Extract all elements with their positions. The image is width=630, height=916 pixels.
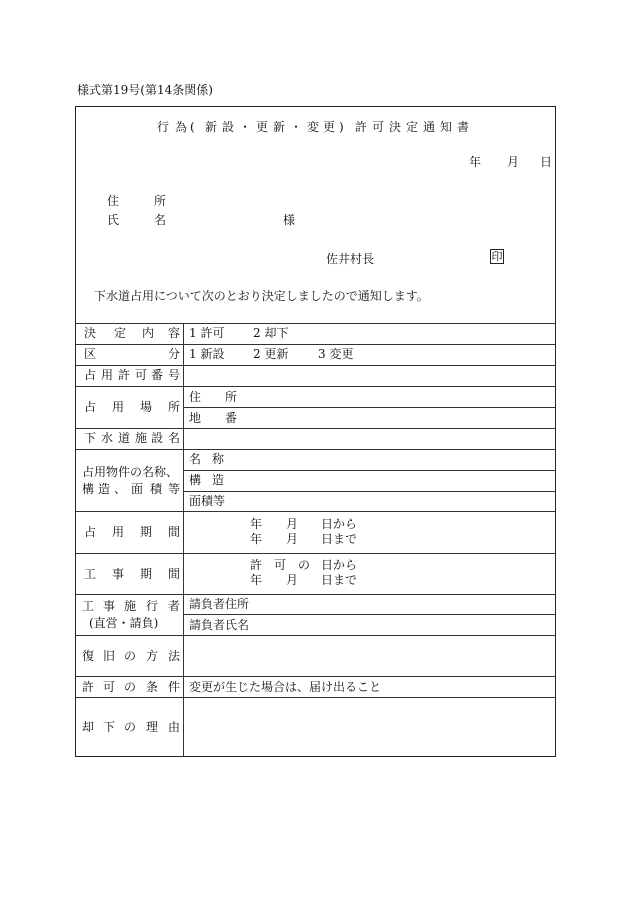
work-from-char: 許 bbox=[250, 558, 263, 572]
work-to-month: 月 bbox=[286, 573, 299, 587]
objects-name-label: 称 bbox=[212, 452, 225, 466]
row-label-char: 造 bbox=[98, 482, 111, 496]
category-option-renew: 2 更新 bbox=[253, 347, 289, 361]
work-to-day: 日まで bbox=[321, 573, 358, 587]
row-label-char: 理 bbox=[146, 720, 159, 734]
title-char: 新 bbox=[205, 120, 218, 134]
row-label-char: 可 bbox=[103, 680, 116, 694]
objects-structure-label: 造 bbox=[212, 473, 225, 487]
addressee-address-label: 所 bbox=[154, 194, 167, 208]
location-lot-label: 番 bbox=[225, 411, 238, 425]
row-label-char: 積 bbox=[150, 482, 163, 496]
row-label-char: 復 bbox=[82, 649, 95, 663]
work-from-day: 日から bbox=[321, 558, 358, 572]
row-label-char: 工 bbox=[82, 599, 95, 613]
row-label-char: 事 bbox=[103, 599, 116, 613]
location-address-label: 住 bbox=[189, 390, 202, 404]
occupancy-to-day: 日まで bbox=[321, 532, 358, 546]
issuer-name: 佐井村長 bbox=[326, 252, 375, 266]
occupancy-to-month: 月 bbox=[286, 532, 299, 546]
row-label-char: 期 bbox=[140, 525, 153, 539]
contractor-address-label: 請負者住所 bbox=[189, 597, 250, 611]
objects-label-line1: 占用物件の名称、 bbox=[82, 465, 179, 479]
decision-option-reject: 2 却下 bbox=[253, 326, 289, 340]
row-label-char: 者 bbox=[168, 599, 181, 613]
row-label-char: 構 bbox=[82, 482, 95, 496]
title-char: 設 bbox=[222, 120, 235, 134]
occupancy-from-day: 日から bbox=[321, 517, 358, 531]
row-label-char: 間 bbox=[168, 525, 181, 539]
location-lot-label: 地 bbox=[189, 411, 202, 425]
title-char: 更 bbox=[256, 120, 269, 134]
row-label-char: 道 bbox=[118, 431, 131, 445]
title-char: 行 bbox=[157, 120, 170, 134]
row-label-char: 用 bbox=[101, 368, 114, 382]
title-char: 新 bbox=[273, 120, 286, 134]
intro-text: 下水道占用について次のとおり決定しましたので通知します。 bbox=[94, 289, 429, 303]
title-char: 変 bbox=[307, 120, 320, 134]
title-char: ・ bbox=[290, 120, 303, 134]
row-label-char: 決 bbox=[84, 326, 97, 340]
row-label-char: 占 bbox=[84, 368, 97, 382]
conditions-value: 変更が生じた場合は、届け出ること bbox=[189, 680, 382, 694]
seal-mark: 印 bbox=[491, 250, 503, 263]
title-char: 更 bbox=[323, 120, 336, 134]
row-label-char: 等 bbox=[168, 482, 181, 496]
occupancy-from-month: 月 bbox=[286, 517, 299, 531]
row-label-char: の bbox=[124, 680, 137, 694]
objects-structure-label: 構 bbox=[189, 473, 202, 487]
work-from-char: の bbox=[298, 558, 311, 572]
addressee-address-label: 住 bbox=[107, 194, 120, 208]
row-label-char: 期 bbox=[140, 567, 153, 581]
row-label-char: 分 bbox=[168, 347, 181, 361]
row-label-char: 用 bbox=[112, 400, 125, 414]
contractor-type-note: (直営・請負) bbox=[89, 616, 159, 630]
row-label-char: 却 bbox=[82, 720, 95, 734]
row-label-char: 設 bbox=[151, 431, 164, 445]
row-label-char: 名 bbox=[168, 431, 181, 445]
row-label-char: 件 bbox=[168, 680, 181, 694]
date-day: 日 bbox=[540, 155, 553, 169]
title-char: 可 bbox=[372, 120, 385, 134]
row-label-char: 用 bbox=[112, 525, 125, 539]
form-number: 様式第19号(第14条関係) bbox=[77, 83, 213, 97]
row-label-char: の bbox=[124, 649, 137, 663]
title-char: 通 bbox=[423, 120, 436, 134]
row-label-char: 水 bbox=[101, 431, 114, 445]
row-label-char: 方 bbox=[146, 649, 159, 663]
row-label-char: 行 bbox=[146, 599, 159, 613]
addressee-name-label: 名 bbox=[154, 213, 167, 227]
category-option-new: 1 新設 bbox=[189, 347, 225, 361]
row-label-char: 面 bbox=[131, 482, 144, 496]
row-label-char: 可 bbox=[135, 368, 148, 382]
title-char: 決 bbox=[389, 120, 402, 134]
contractor-name-label: 請負者氏名 bbox=[189, 618, 250, 632]
row-label-char: 事 bbox=[112, 567, 125, 581]
title-char: ) bbox=[339, 120, 344, 134]
title-char: 為 bbox=[175, 120, 188, 134]
row-label-char: 旧 bbox=[103, 649, 116, 663]
row-label-char: 由 bbox=[168, 720, 181, 734]
row-label-char: 所 bbox=[168, 400, 181, 414]
row-label-char: 場 bbox=[140, 400, 153, 414]
row-label-char: 、 bbox=[114, 482, 127, 496]
honorific: 様 bbox=[283, 213, 296, 227]
row-label-char: 下 bbox=[84, 431, 97, 445]
row-label-char: 下 bbox=[103, 720, 116, 734]
title-char: 定 bbox=[406, 120, 419, 134]
row-label-char: 許 bbox=[118, 368, 131, 382]
occupancy-from-year: 年 bbox=[250, 517, 263, 531]
addressee-name-label: 氏 bbox=[107, 213, 120, 227]
row-label-char: 号 bbox=[168, 368, 181, 382]
row-label-char: 占 bbox=[84, 400, 97, 414]
category-option-change: 3 変更 bbox=[318, 347, 354, 361]
row-label-char: 内 bbox=[142, 326, 155, 340]
occupancy-to-year: 年 bbox=[250, 532, 263, 546]
location-address-label: 所 bbox=[225, 390, 238, 404]
work-from-char: 可 bbox=[274, 558, 287, 572]
title-char: 許 bbox=[355, 120, 368, 134]
row-label-char: 間 bbox=[168, 567, 181, 581]
objects-name-label: 名 bbox=[189, 452, 202, 466]
date-month: 月 bbox=[507, 155, 520, 169]
row-label-char: 容 bbox=[168, 326, 181, 340]
work-to-year: 年 bbox=[250, 573, 263, 587]
row-label-char: 許 bbox=[82, 680, 95, 694]
notice-form bbox=[75, 106, 556, 757]
row-label-char: 区 bbox=[84, 347, 97, 361]
date-year: 年 bbox=[469, 155, 482, 169]
row-label-char: 施 bbox=[124, 599, 137, 613]
row-label-char: 番 bbox=[151, 368, 164, 382]
row-label-char: 法 bbox=[168, 649, 181, 663]
title-char: 書 bbox=[457, 120, 470, 134]
title-char: 知 bbox=[440, 120, 453, 134]
row-label-char: 工 bbox=[84, 567, 97, 581]
title-char: ( bbox=[190, 120, 195, 134]
row-label-char: 占 bbox=[84, 525, 97, 539]
row-label-char: 施 bbox=[135, 431, 148, 445]
objects-area-label: 面積等 bbox=[189, 494, 226, 508]
title-char: ・ bbox=[239, 120, 252, 134]
row-label-char: 条 bbox=[146, 680, 159, 694]
row-label-char: の bbox=[124, 720, 137, 734]
row-label-char: 定 bbox=[114, 326, 127, 340]
decision-option-permit: 1 許可 bbox=[189, 326, 225, 340]
